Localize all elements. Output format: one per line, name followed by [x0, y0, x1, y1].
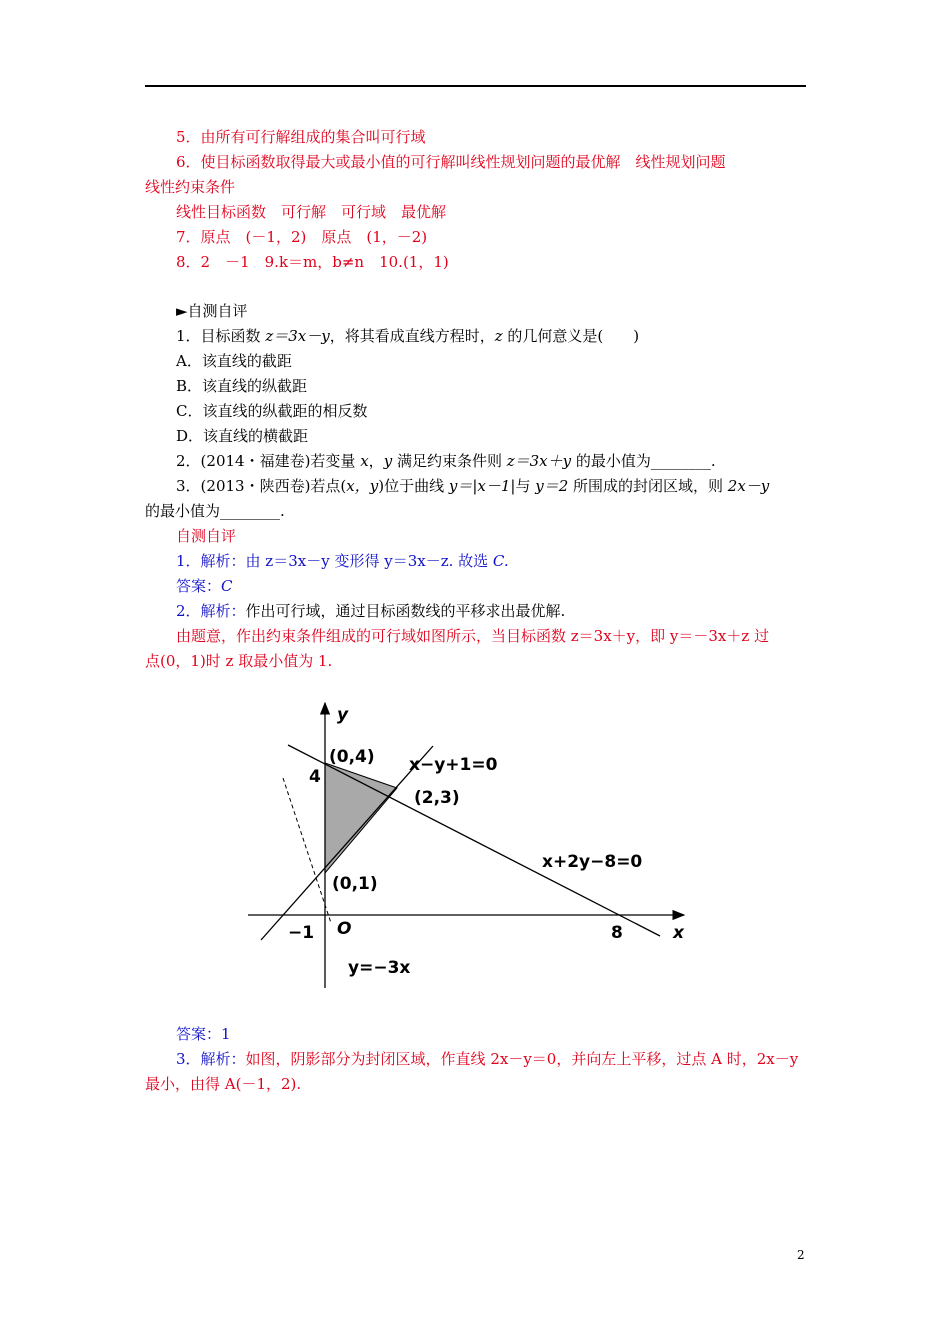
- header-rule: [145, 85, 806, 87]
- solution-3: 3．解析：如图，阴影部分为封闭区域，作直线 2x－y＝0，并向左上平移，过点 A 时，2x－y: [176, 1050, 799, 1068]
- origin-label: O: [337, 919, 352, 939]
- solution-3-cont: 最小，由得 A(－1，2).: [145, 1075, 302, 1093]
- solutions-heading: 自测自评: [176, 527, 237, 545]
- y-axis-label: y: [337, 705, 349, 725]
- answer-line-6-cont: 线性约束条件: [145, 178, 236, 196]
- x-tick-8: 8: [611, 923, 623, 943]
- answer-2: 答案：1: [176, 1025, 231, 1043]
- x-axis-label: x: [673, 923, 684, 943]
- solution-2: 2．解析：作出可行域，通过目标函数线的平移求出最优解.: [176, 602, 566, 620]
- answer-1: 答案：C: [176, 577, 233, 595]
- option-b: B．该直线的纵截距: [176, 377, 308, 395]
- question-3: 3．(2013・陕西卷)若点(x，y)位于曲线 y＝|x－1|与 y＝2 所围成的封闭区域，则 2x－y: [176, 477, 770, 495]
- answer-line-5: 5．由所有可行解组成的集合叫可行域: [176, 128, 426, 146]
- point-0-1-label: (0,1): [332, 874, 378, 894]
- line-x-minus-y-plus-1-label: x−y+1=0: [409, 755, 498, 775]
- question-1: 1．目标函数 z＝3x－y，将其看成直线方程时，z 的几何意义是( ): [176, 327, 640, 345]
- selftest-heading: ►自测自评: [176, 302, 248, 320]
- x-tick-minus-1: −1: [288, 923, 315, 943]
- option-c: C．该直线的纵截距的相反数: [176, 402, 368, 420]
- answer-line-8: 8．2 －1 9.k＝m，b≠n 10.(1，1): [176, 253, 449, 271]
- y-tick-4: 4: [309, 767, 321, 787]
- point-2-3-label: (2,3): [414, 788, 460, 808]
- feasible-region-figure: [228, 688, 701, 998]
- option-d: D．该直线的横截距: [176, 427, 309, 445]
- option-a: A．该直线的截距: [176, 352, 292, 370]
- question-3-cont: 的最小值为________.: [145, 502, 285, 520]
- answer-line-6-terms: 线性目标函数 可行解 可行域 最优解: [176, 203, 447, 221]
- solution-1: 1．解析：由 z＝3x－y 变形得 y＝3x－z. 故选 C.: [176, 552, 509, 570]
- question-2: 2．(2014・福建卷)若变量 x，y 满足约束条件则 z＝3x＋y 的最小值为________.: [176, 452, 716, 470]
- answer-line-6: 6．使目标函数取得最大或最小值的可行解叫线性规划问题的最优解 线性规划问题: [176, 153, 726, 171]
- line-y-minus-3x-label: y=−3x: [348, 958, 411, 978]
- point-0-4-label: (0,4): [329, 747, 375, 767]
- page-number: 2: [797, 1248, 805, 1262]
- solution-2-body: 由题意，作出约束条件组成的可行域如图所示，当目标函数 z＝3x＋y，即 y＝－3x＋z 过: [176, 627, 770, 645]
- line-x-plus-2y-minus-8-label: x+2y−8=0: [542, 852, 643, 872]
- line-y-minus-3x-dashed: [283, 778, 331, 923]
- answer-line-7: 7．原点 (－1，2) 原点 (1，－2): [176, 228, 428, 246]
- solution-2-body-cont: 点(0，1)时 z 取最小值为 1.: [145, 652, 333, 670]
